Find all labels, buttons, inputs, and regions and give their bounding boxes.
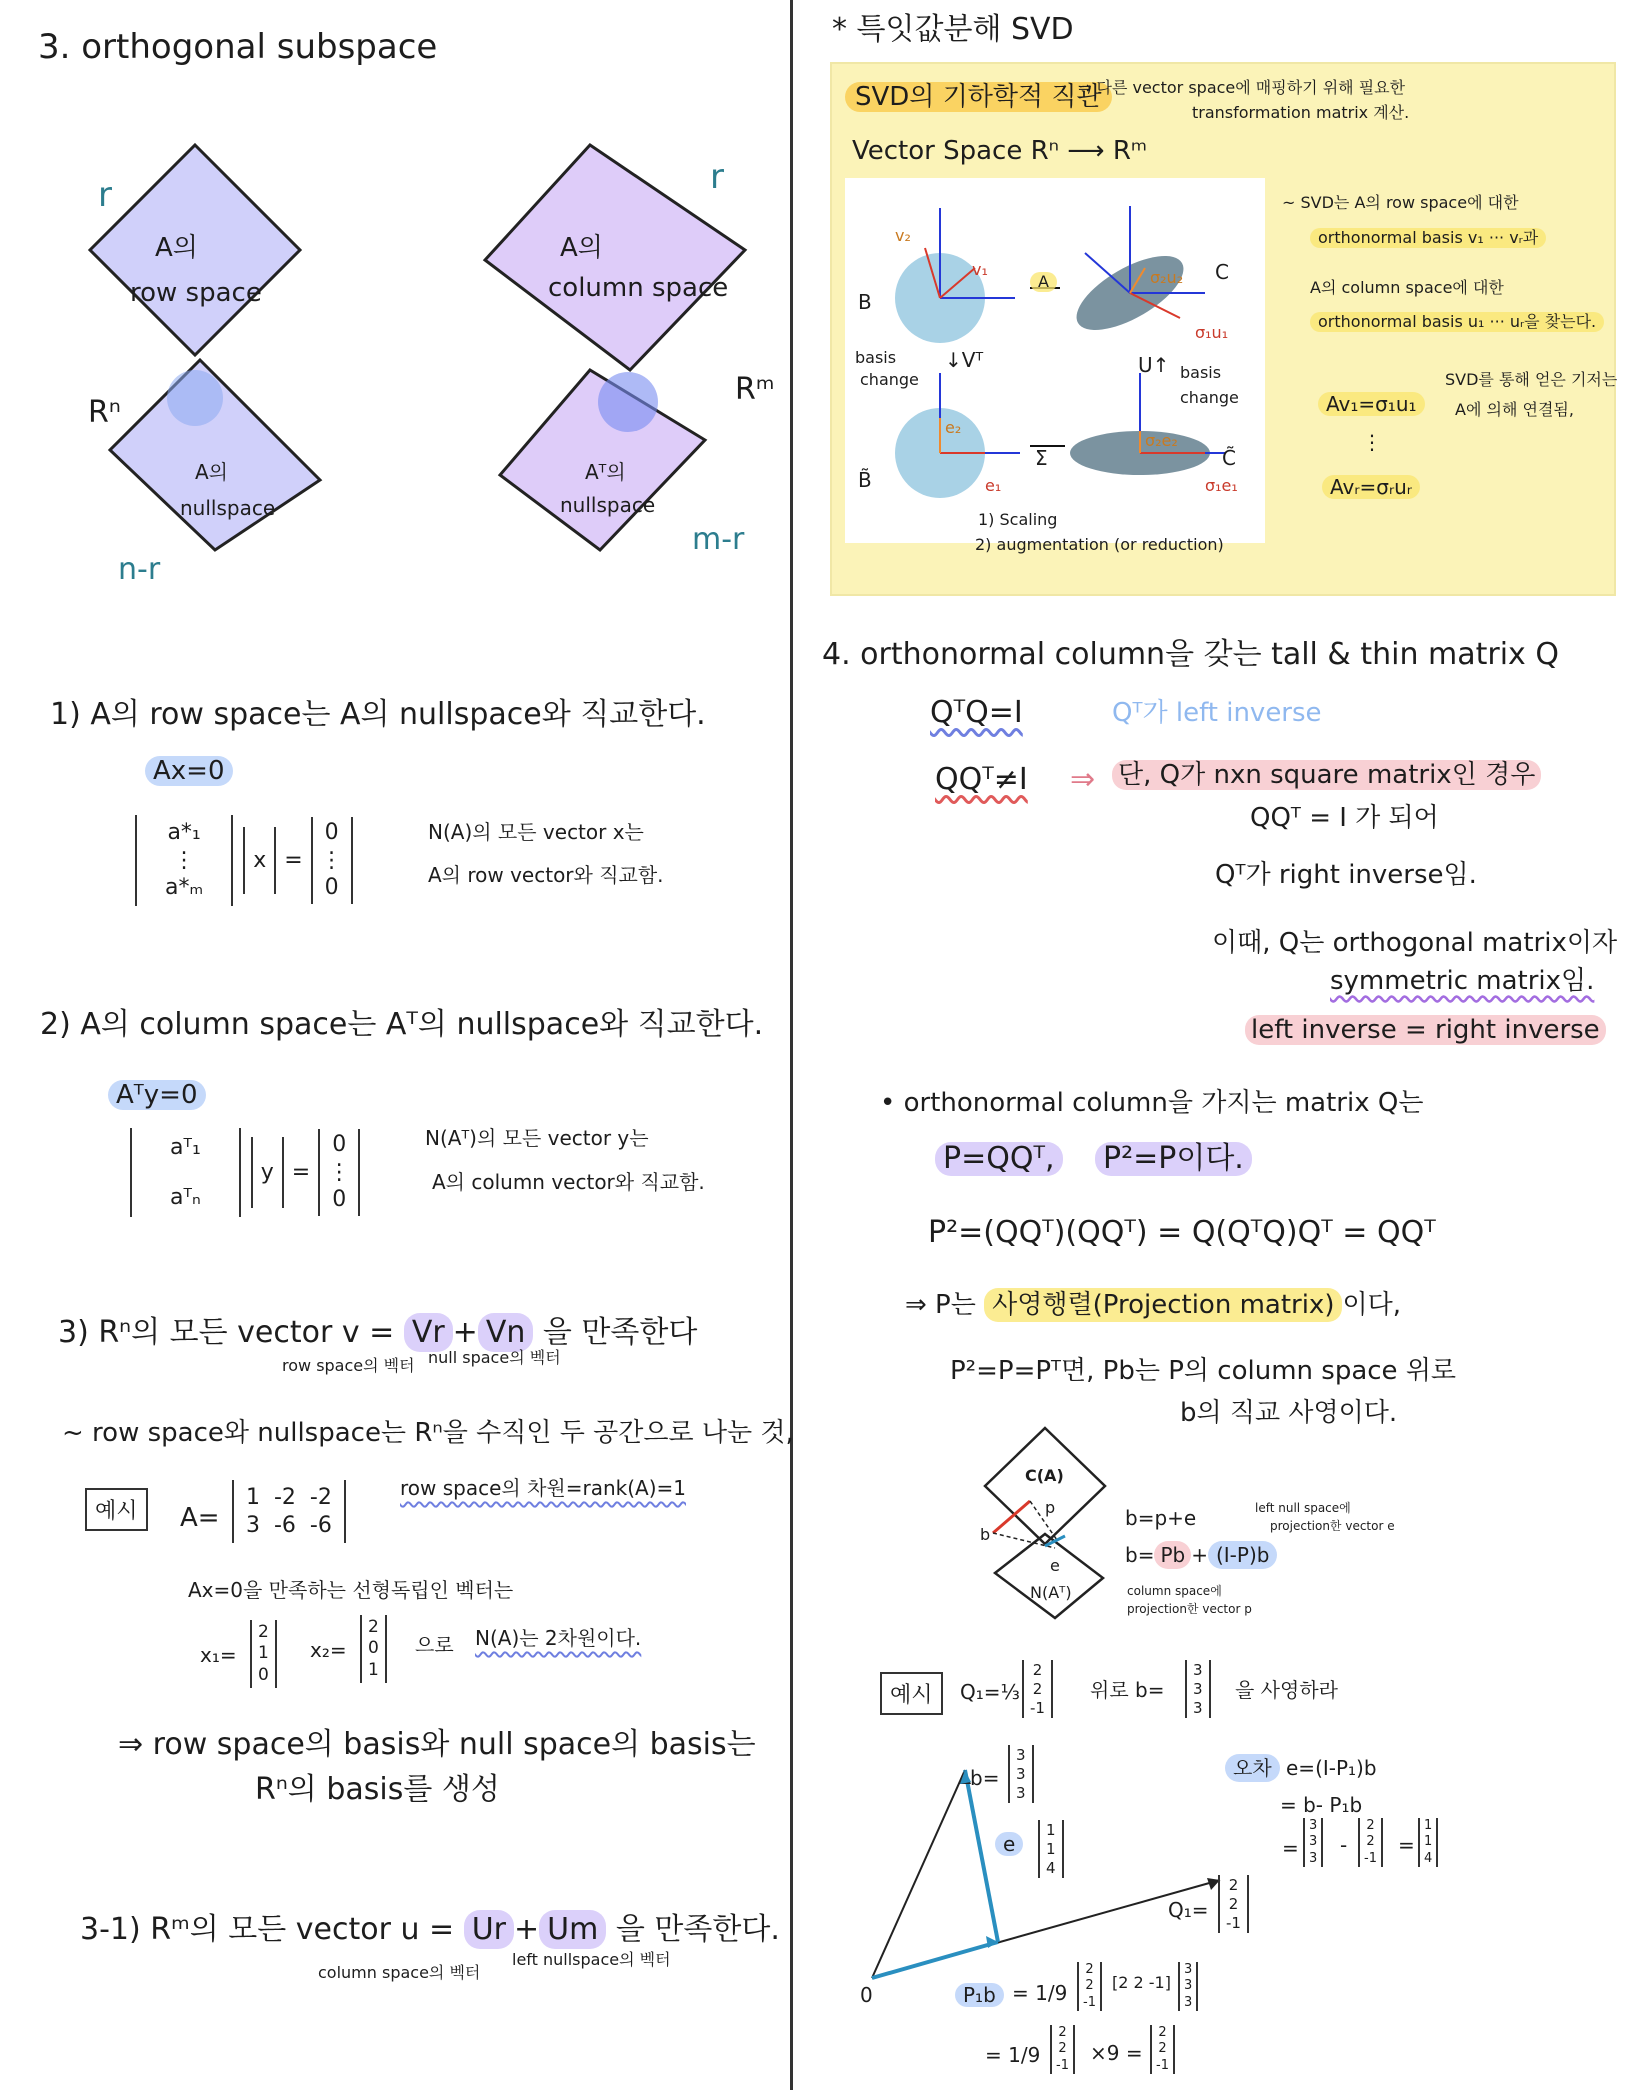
s4-bullet: • orthonormal column을 가지는 matrix Q는 — [880, 1088, 1424, 1118]
s1-row-3: a*ₘ — [165, 875, 204, 900]
s4-projection-line-3: b의 직교 사영이다. — [1180, 1398, 1398, 1428]
s4-left-right: left inverse = right inverse — [1245, 1015, 1606, 1045]
s3-sub-2: null space의 벡터 — [428, 1348, 561, 1367]
rm-label: Rᵐ — [735, 372, 775, 407]
svd-fig-v1: v₁ — [972, 260, 988, 279]
s2-zero-3: 0 — [332, 1187, 347, 1213]
graph-q-label: Q₁= — [1168, 1898, 1209, 1922]
graph-b-label: b= — [970, 1766, 1000, 1790]
graph-b-3: 3 — [1016, 1783, 1026, 1802]
graph-error-3-v2 — [1358, 1818, 1383, 1867]
s1-zero-2: ⋮ — [320, 847, 343, 873]
svd-side-1: SVD를 통해 얻은 기저는 — [1445, 370, 1618, 389]
svd-eq-1: Av₁=σ₁u₁ — [1318, 392, 1425, 416]
s3-x1-label: x₁= — [200, 1643, 237, 1667]
graph-p1b-eq: = 1/9 — [1012, 1981, 1068, 2005]
graph-e-2: 1 — [1046, 1839, 1056, 1858]
graph-line2-r-2: 2 — [1158, 2041, 1167, 2057]
graph-p1b-label: P₁b — [955, 1983, 1004, 2007]
svd-fig-s1u1: σ₁u₁ — [1195, 323, 1229, 342]
s31-plus: + — [514, 1912, 540, 1947]
s4-right-inverse: Qᵀ가 right inverse임. — [1215, 860, 1477, 890]
graph-e-vector — [1038, 1820, 1064, 1878]
svd-fig-basis-left-1: basis — [855, 348, 897, 367]
proj-col-1: column space에 — [1127, 1584, 1222, 1598]
proj-b-label: b — [980, 1525, 991, 1544]
graph-line2-a: = 1/9 — [985, 2043, 1041, 2067]
s3-x1-vector — [250, 1620, 277, 1688]
graph-e-1: 1 — [1046, 1821, 1056, 1839]
s2-y: y — [260, 1159, 274, 1185]
graph-q-vector — [1218, 1875, 1249, 1933]
s4-example-b-1: 3 — [1193, 1661, 1203, 1679]
svd-fig-basis-right-1: basis — [1180, 363, 1222, 382]
graph-p1b-b — [1178, 1962, 1198, 2011]
s4-example-q-vector — [1022, 1660, 1053, 1718]
proj-left-null-2: projection한 vector e — [1270, 1519, 1395, 1533]
svd-fig-a: A — [1030, 272, 1057, 292]
s31-heading-b: 을 만족한다. — [615, 1912, 780, 1947]
proj-p-label: p — [1045, 1498, 1056, 1517]
s4-example-b-3: 3 — [1193, 1698, 1203, 1717]
graph-line2-v — [1050, 2025, 1075, 2074]
svd-note-4: orthonormal basis u₁ ··· uᵣ을 찾는다. — [1310, 312, 1604, 332]
s4-qqt-i: QQᵀ = I 가 되어 — [1250, 803, 1439, 833]
proj-ca-label: C(A) — [1025, 1466, 1064, 1485]
graph-err-v2-2: 2 — [1366, 1834, 1375, 1850]
s3-heading-a: 3) Rⁿ의 모든 vector v = — [58, 1315, 395, 1350]
dim-r-right: r — [710, 157, 724, 197]
s3-a-row-2: 3 -6 -6 — [246, 1512, 332, 1538]
graph-err-v3-2: 1 — [1424, 1834, 1433, 1850]
svd-box-label: SVD의 기하학적 직관 — [845, 82, 1112, 112]
graph-err-v1-2: 3 — [1309, 1834, 1318, 1850]
s2-equation: Aᵀy=0 — [108, 1080, 206, 1110]
s4-projection-c: 이다, — [1342, 1290, 1401, 1320]
svd-fig-c-tilde: C̃ — [1222, 446, 1236, 470]
graph-q-3: -1 — [1226, 1913, 1241, 1932]
proj-left-null-1: left null space에 — [1255, 1501, 1351, 1515]
svd-note-1: ~ SVD는 A의 row space에 대한 — [1282, 193, 1519, 212]
svd-title: * 특잇값분해 SVD — [832, 12, 1074, 47]
graph-e-3: 4 — [1046, 1858, 1056, 1877]
dim-n-r: n-r — [118, 552, 161, 587]
s1-equation: Ax=0 — [145, 756, 233, 786]
s3-x1-1: 2 — [258, 1622, 269, 1642]
graph-b-vector — [1008, 1745, 1034, 1803]
graph-b-1: 3 — [1016, 1746, 1026, 1764]
s4-projection-line-2: P²=P=Pᵀ면, Pb는 P의 column space 위로 — [950, 1356, 1457, 1386]
svd-fig-s2e2: σ₂e₂ — [1145, 431, 1178, 450]
s4-p-calc: P²=(QQᵀ)(QQᵀ) = Q(QᵀQ)Qᵀ = QQᵀ — [928, 1215, 1436, 1250]
graph-p1b-b-3: 3 — [1184, 1994, 1193, 2010]
graph-err-v2-1: 2 — [1366, 1818, 1375, 1833]
s3-vr: Vr — [404, 1313, 453, 1352]
graph-error-2: = b- P₁b — [1280, 1793, 1363, 1817]
s31-um: Um — [539, 1910, 606, 1949]
s3-a-row-1: 1 -2 -2 — [246, 1485, 332, 1510]
s4-square-case: 단, Q가 nxn square matrix인 경우 — [1112, 760, 1541, 790]
svd-note-3: A의 column space에 대한 — [1310, 278, 1504, 297]
projection-graph — [870, 1766, 1230, 2010]
svd-arrow-note-2: transformation matrix 계산. — [1192, 103, 1410, 122]
s3-conclusion-2: Rⁿ의 basis를 생성 — [255, 1772, 500, 1807]
s3-x2-2: 0 — [368, 1638, 379, 1659]
s4-projection-a: ⇒ P는 — [905, 1290, 976, 1320]
svd-fig-b-tilde: B̃ — [858, 468, 872, 492]
s3-plus: + — [452, 1315, 478, 1350]
s4-heading: 4. orthonormal column을 갖는 tall & thin matrix Q — [822, 637, 1559, 672]
graph-line2-result — [1150, 2025, 1175, 2074]
svd-fig-sigma: Σ — [1035, 446, 1048, 470]
s4-example-q-2: 2 — [1032, 1679, 1043, 1698]
svd-eq-2: Avᵣ=σᵣuᵣ — [1322, 475, 1420, 499]
graph-error-3-eq: = — [1282, 1836, 1299, 1860]
section-title-orthogonal-subspace: 3. orthogonal subspace — [38, 27, 438, 67]
graph-error-3-eq2: = — [1398, 1833, 1415, 1857]
s3-ax0-note: Ax=0을 만족하는 선형독립인 벡터는 — [188, 1578, 514, 1602]
graph-q-1: 2 — [1228, 1876, 1239, 1894]
graph-err-v1-1: 3 — [1309, 1818, 1318, 1833]
svd-fig-e1: e₁ — [985, 476, 1002, 495]
graph-p1b-b-1: 3 — [1184, 1962, 1193, 1977]
s4-example-q: Q₁=⅓ — [960, 1680, 1020, 1704]
s1-zero-1: 0 — [324, 820, 339, 845]
svd-fig-s1e1: σ₁e₁ — [1205, 476, 1238, 495]
graph-line2-r-1: 2 — [1158, 2025, 1167, 2040]
proj-b-decomp — [1125, 1545, 1277, 1565]
svd-vdots: ⋮ — [1362, 430, 1382, 454]
rn-label: Rⁿ — [88, 395, 121, 430]
column-space-label-2: column space — [548, 273, 729, 303]
s1-note-1: N(A)의 모든 vector x는 — [428, 820, 644, 844]
s4-example-label: 예시 — [880, 1672, 943, 1715]
svd-fig-v2: v₂ — [895, 226, 911, 245]
s3-line-2: ~ row space와 nullspace는 Rⁿ을 수직인 두 공간으로 나눈 것, — [62, 1418, 794, 1448]
graph-error — [1225, 1758, 1377, 1778]
s2-zero-1: 0 — [332, 1132, 347, 1158]
graph-line2-r-3: -1 — [1156, 2057, 1169, 2073]
s31-ur: Ur — [464, 1910, 514, 1949]
graph-p1b-v-1: 2 — [1085, 1962, 1094, 1977]
s1-row-2: ⋮ — [173, 847, 196, 873]
graph-err-v1-3: 3 — [1309, 1850, 1318, 1866]
proj-i-p-b: (I-P)b — [1208, 1541, 1277, 1569]
s4-example-mid: 위로 b= — [1090, 1678, 1165, 1702]
s3-example-label: 예시 — [85, 1488, 148, 1531]
s3-x2-1: 2 — [368, 1617, 379, 1637]
graph-line2-x: ×9 = — [1090, 2041, 1143, 2065]
graph-line2-v-2: 2 — [1058, 2041, 1067, 2057]
svd-fig-s2u2: σ₂u₂ — [1150, 268, 1184, 287]
svd-side-2: A에 의해 연결됨, — [1455, 400, 1574, 419]
proj-col-2: projection한 vector p — [1127, 1602, 1252, 1616]
graph-b-2: 3 — [1016, 1764, 1026, 1783]
graph-origin: 0 — [860, 1983, 873, 2007]
graph-error-3-v1 — [1303, 1818, 1323, 1867]
proj-nat-label: N(Aᵀ) — [1030, 1583, 1072, 1602]
s3-rank-note: row space의 차원=rank(A)=1 — [400, 1476, 686, 1500]
s4-example-b-vector — [1185, 1660, 1211, 1718]
svd-fig-basis-left-2: change — [860, 370, 919, 389]
graph-p1b-v-3: -1 — [1083, 1994, 1096, 2010]
s4-projection — [905, 1292, 1401, 1318]
dim-r-left: r — [98, 175, 112, 215]
graph-error-a: 오차 — [1225, 1754, 1280, 1782]
s2-row-1: aᵀ₁ — [170, 1135, 201, 1160]
s4-projection-b: 사영행렬(Projection matrix) — [984, 1288, 1342, 1322]
row-space-label-2: row space — [130, 278, 262, 308]
s4-example-q-3: -1 — [1030, 1698, 1045, 1717]
graph-err-v3-1: 1 — [1424, 1818, 1433, 1833]
s31-heading — [80, 1912, 780, 1947]
s31-sub-1: column space의 벡터 — [318, 1963, 481, 1982]
s3-x2-3: 1 — [368, 1659, 379, 1680]
s4-example-q-1: 2 — [1032, 1661, 1043, 1679]
s4-qtq: QᵀQ=I — [930, 695, 1023, 730]
s2-note-2: A의 column vector와 직교함. — [432, 1170, 705, 1194]
proj-b-p-e: b=p+e — [1125, 1506, 1197, 1530]
dim-m-r: m-r — [692, 522, 745, 557]
svd-fig-scaling: 1) Scaling — [978, 510, 1058, 529]
s4-left-inverse: Qᵀ가 left inverse — [1112, 698, 1322, 728]
svd-vector-space: Vector Space Rⁿ ⟶ Rᵐ — [852, 136, 1148, 166]
graph-p1b-v-2: 2 — [1085, 1978, 1094, 1994]
s2-zero-2: ⋮ — [328, 1159, 351, 1185]
svd-arrow-note-1: ⇒ 다른 vector space에 매핑하기 위해 필요한 — [1078, 78, 1406, 97]
svd-note-2: orthonormal basis v₁ ··· vᵣ과 — [1310, 228, 1546, 248]
s4-arrow: ⇒ — [1070, 762, 1096, 797]
s4-example-b-2: 3 — [1193, 1679, 1203, 1698]
orthogonal-subspace-diagram — [0, 120, 780, 580]
nullspace-label-2: nullspace — [180, 496, 276, 520]
s3-x1-3: 0 — [258, 1664, 269, 1685]
s3-conclusion-1: ⇒ row space의 basis와 null space의 basis는 — [118, 1727, 756, 1762]
graph-err-v2-3: -1 — [1364, 1850, 1377, 1866]
s3-na-note: N(A)는 2차원이다. — [475, 1626, 642, 1650]
svd-fig-b: B — [858, 290, 872, 314]
s3-heading — [58, 1315, 698, 1350]
svd-fig-basis-right-2: change — [1180, 388, 1239, 407]
graph-error-3-minus: - — [1340, 1833, 1348, 1857]
s1-note-2: A의 row vector와 직교함. — [428, 863, 664, 887]
graph-p1b-vector — [1077, 1962, 1102, 2011]
graph-line2-v-3: -1 — [1056, 2057, 1069, 2073]
s2-heading: 2) A의 column space는 Aᵀ의 nullspace와 직교한다. — [40, 1007, 764, 1042]
proj-b-decomp-b: + — [1191, 1543, 1208, 1567]
s3-sub-1: row space의 벡터 — [282, 1356, 415, 1375]
graph-error-b: e=(I-P₁)b — [1286, 1756, 1377, 1780]
s1-matrix-equation — [135, 815, 353, 906]
row-space-label-1: A의 — [155, 233, 198, 263]
s1-eqsign: = — [284, 847, 303, 873]
s3-x1-2: 1 — [258, 1643, 269, 1664]
s31-heading-a: 3-1) Rᵐ의 모든 vector u = — [80, 1912, 455, 1947]
s3-x2-vector — [360, 1615, 387, 1683]
svd-fig-c: C — [1215, 260, 1229, 284]
s3-a-label: A= — [180, 1503, 220, 1533]
s2-row-2: aᵀₙ — [170, 1184, 201, 1210]
s1-zero-3: 0 — [324, 875, 339, 900]
s3-a-matrix — [232, 1480, 346, 1543]
svd-fig-u: U↑ — [1138, 353, 1170, 377]
proj-b-decomp-a: b= — [1125, 1543, 1155, 1567]
nullspace-label-1: A의 — [195, 460, 229, 484]
s2-matrix-equation — [130, 1128, 360, 1217]
s4-qqt: QQᵀ≠I — [935, 762, 1028, 797]
column-space-label-1: A의 — [560, 233, 603, 263]
left-nullspace-label-2: nullspace — [560, 493, 656, 517]
s4-then-2: symmetric matrix임. — [1330, 966, 1595, 996]
s3-suffix: 으로 — [415, 1633, 454, 1657]
s1-row-1: a*₁ — [167, 820, 201, 845]
s3-x2-label: x₂= — [310, 1638, 347, 1662]
graph-e-label: e — [995, 1832, 1023, 1856]
s2-note-1: N(Aᵀ)의 모든 vector y는 — [425, 1126, 649, 1150]
column-divider — [790, 0, 793, 2090]
svd-fig-e2: e₂ — [945, 418, 962, 437]
s31-sub-2: left nullspace의 벡터 — [512, 1950, 671, 1969]
svd-fig-vt: ↓Vᵀ — [945, 348, 984, 372]
svd-fig-augmentation: 2) augmentation (or reduction) — [975, 535, 1224, 554]
graph-error-3-v3 — [1418, 1818, 1438, 1867]
s2-eqsign: = — [291, 1160, 311, 1185]
s4-p-square: P²=P이다. — [1095, 1142, 1252, 1176]
proj-pb: Pb — [1154, 1541, 1191, 1569]
s4-p-def: P=QQᵀ, — [935, 1142, 1063, 1176]
s4-example-end: 을 사영하라 — [1235, 1678, 1338, 1702]
s1-x: x — [253, 847, 267, 873]
proj-e-label: e — [1050, 1556, 1060, 1575]
s3-vn: Vn — [478, 1313, 534, 1352]
graph-p1b-row: [2 2 -1] — [1112, 1973, 1171, 1992]
s3-heading-b: 을 만족한다 — [542, 1315, 698, 1350]
s1-heading: 1) A의 row space는 A의 nullspace와 직교한다. — [50, 697, 706, 732]
graph-p1b-b-2: 3 — [1184, 1978, 1193, 1994]
s4-then-1: 이때, Q는 orthogonal matrix이자 — [1212, 928, 1618, 958]
left-nullspace-label-1: Aᵀ의 — [585, 460, 626, 484]
graph-q-2: 2 — [1228, 1894, 1239, 1913]
graph-err-v3-3: 4 — [1424, 1850, 1433, 1866]
graph-line2-v-1: 2 — [1058, 2025, 1067, 2040]
